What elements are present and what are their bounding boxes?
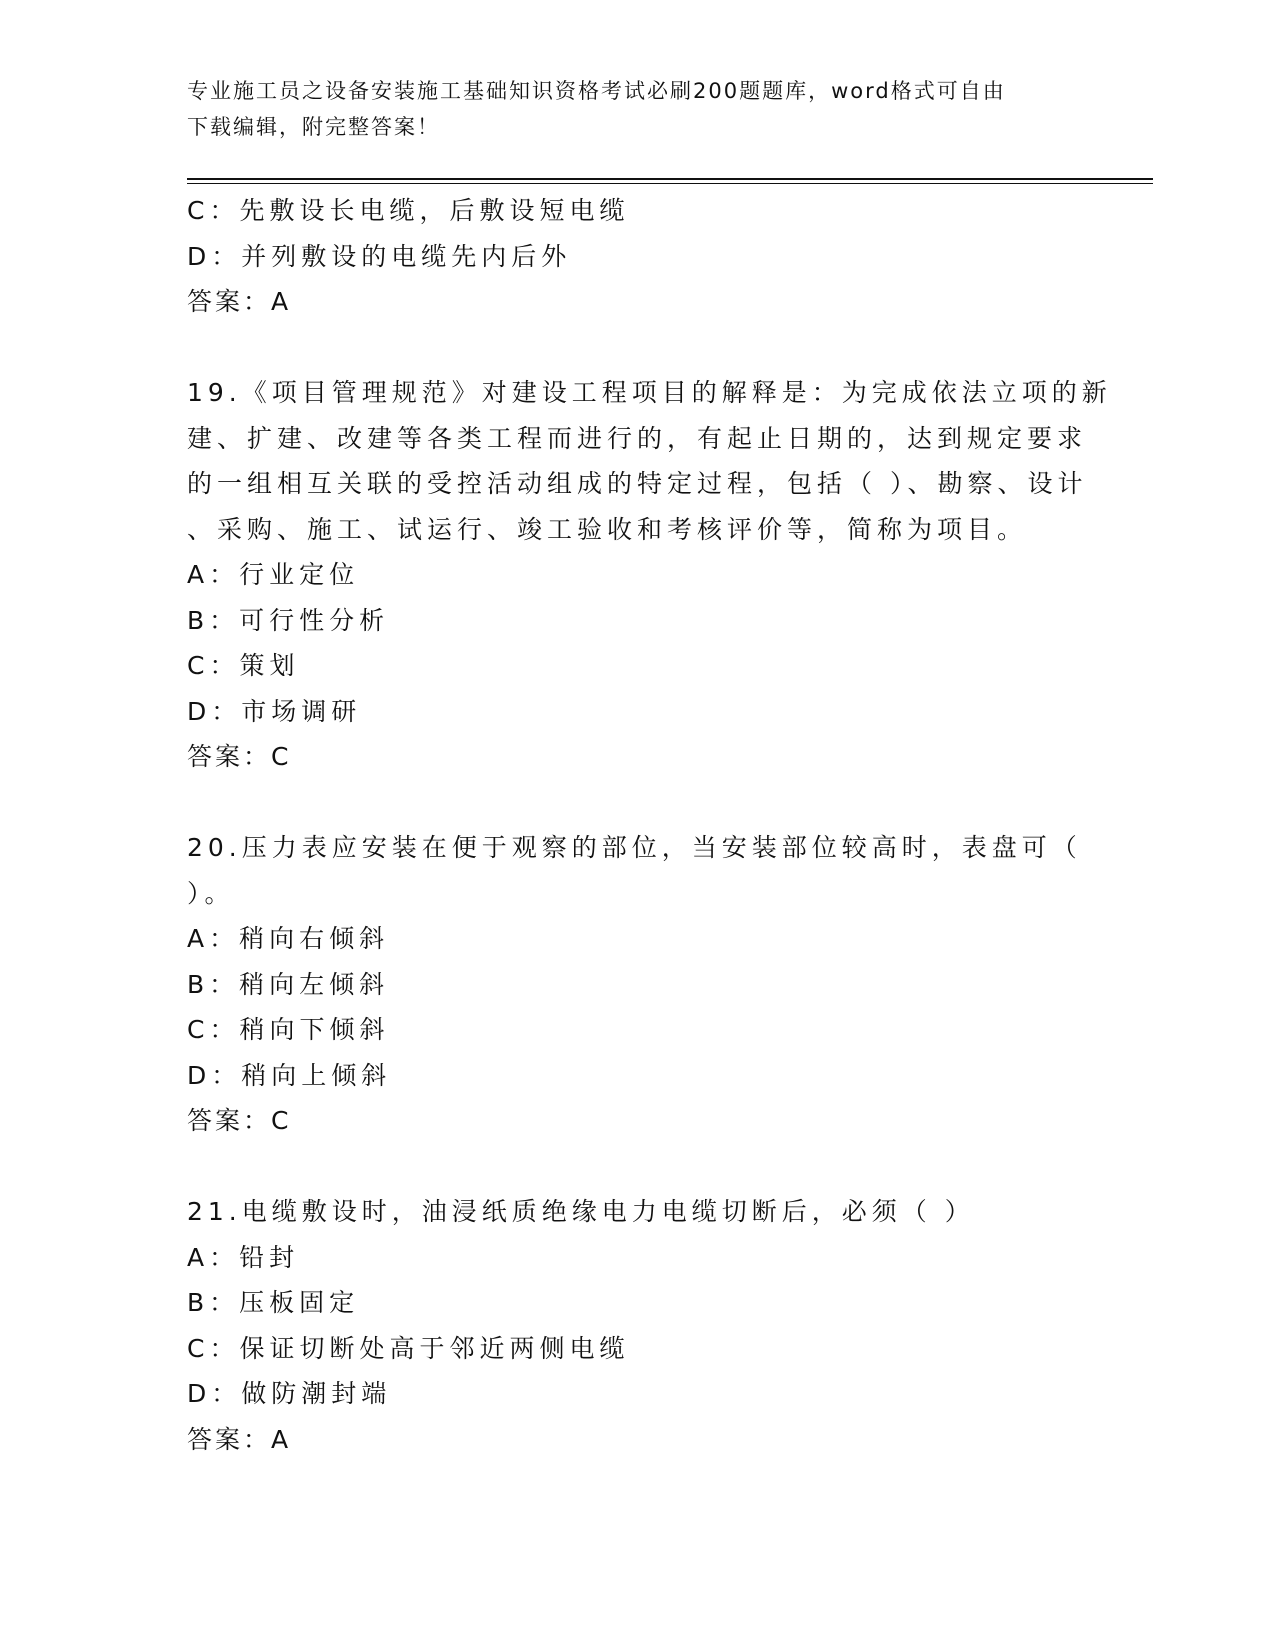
answer: 答案：A — [187, 1424, 292, 1454]
option-d: D：稍向上倾斜 — [187, 1060, 392, 1090]
stem-line: 21.电缆敷设时，油浸纸质绝缘电力电缆切断后，必须（ ） — [187, 1197, 975, 1226]
stem-line: 、采购、施工、试运行、竣工验收和考核评价等，简称为项目。 — [187, 514, 1028, 544]
question-stem — [187, 370, 1112, 552]
stem-line: 建、扩建、改建等各类工程而进行的，有起止日期的，达到规定要求 — [187, 423, 1088, 453]
option-b: B：稍向左倾斜 — [187, 969, 390, 999]
question-19 — [187, 370, 1112, 780]
question-20 — [187, 825, 1087, 1144]
document-body — [187, 188, 1112, 1462]
option-d: D：并列敷设的电缆先内后外 — [187, 241, 572, 271]
stem-line: 的一组相互关联的受控活动组成的特定过程，包括（ ）、勘察、设计 — [187, 469, 1088, 498]
option-a: A：铅封 — [187, 1242, 300, 1272]
option-c: C：稍向下倾斜 — [187, 1015, 390, 1044]
option-a: A：稍向右倾斜 — [187, 924, 390, 953]
header-divider-thin — [187, 183, 1153, 184]
option-c: C：保证切断处高于邻近两侧电缆 — [187, 1333, 630, 1363]
answer: 答案：C — [187, 1106, 292, 1135]
spacer — [187, 325, 1087, 371]
page-header — [187, 73, 1067, 145]
spacer — [187, 1144, 1087, 1190]
question-21 — [187, 1189, 1087, 1462]
option-c: C：先敷设长电缆，后敷设短电缆 — [187, 196, 630, 225]
question-stem — [187, 1189, 1087, 1235]
header-title-line-1: 专业施工员之设备安装施工基础知识资格考试必刷200题题库，word格式可自由 — [187, 79, 1006, 103]
answer: 答案：A — [187, 287, 292, 316]
question-stem — [187, 825, 1087, 916]
stem-line: 19.《项目管理规范》对建设工程项目的解释是：为完成依法立项的新 — [187, 378, 1112, 407]
option-a: A：行业定位 — [187, 560, 360, 589]
spacer — [187, 780, 1087, 826]
option-d: D：做防潮封端 — [187, 1379, 392, 1408]
option-b: B：可行性分析 — [187, 605, 390, 635]
option-c: C：策划 — [187, 651, 300, 680]
stem-line: 20.压力表应安装在便于观察的部位，当安装部位较高时，表盘可（ — [187, 833, 1082, 862]
option-d: D：市场调研 — [187, 696, 362, 726]
stem-line: ）。 — [187, 878, 235, 908]
option-b: B：压板固定 — [187, 1288, 360, 1317]
answer: 答案：C — [187, 742, 292, 771]
header-title-line-2: 下载编辑，附完整答案！ — [187, 115, 440, 139]
question-continuation — [187, 188, 1087, 325]
header-divider — [187, 178, 1153, 180]
